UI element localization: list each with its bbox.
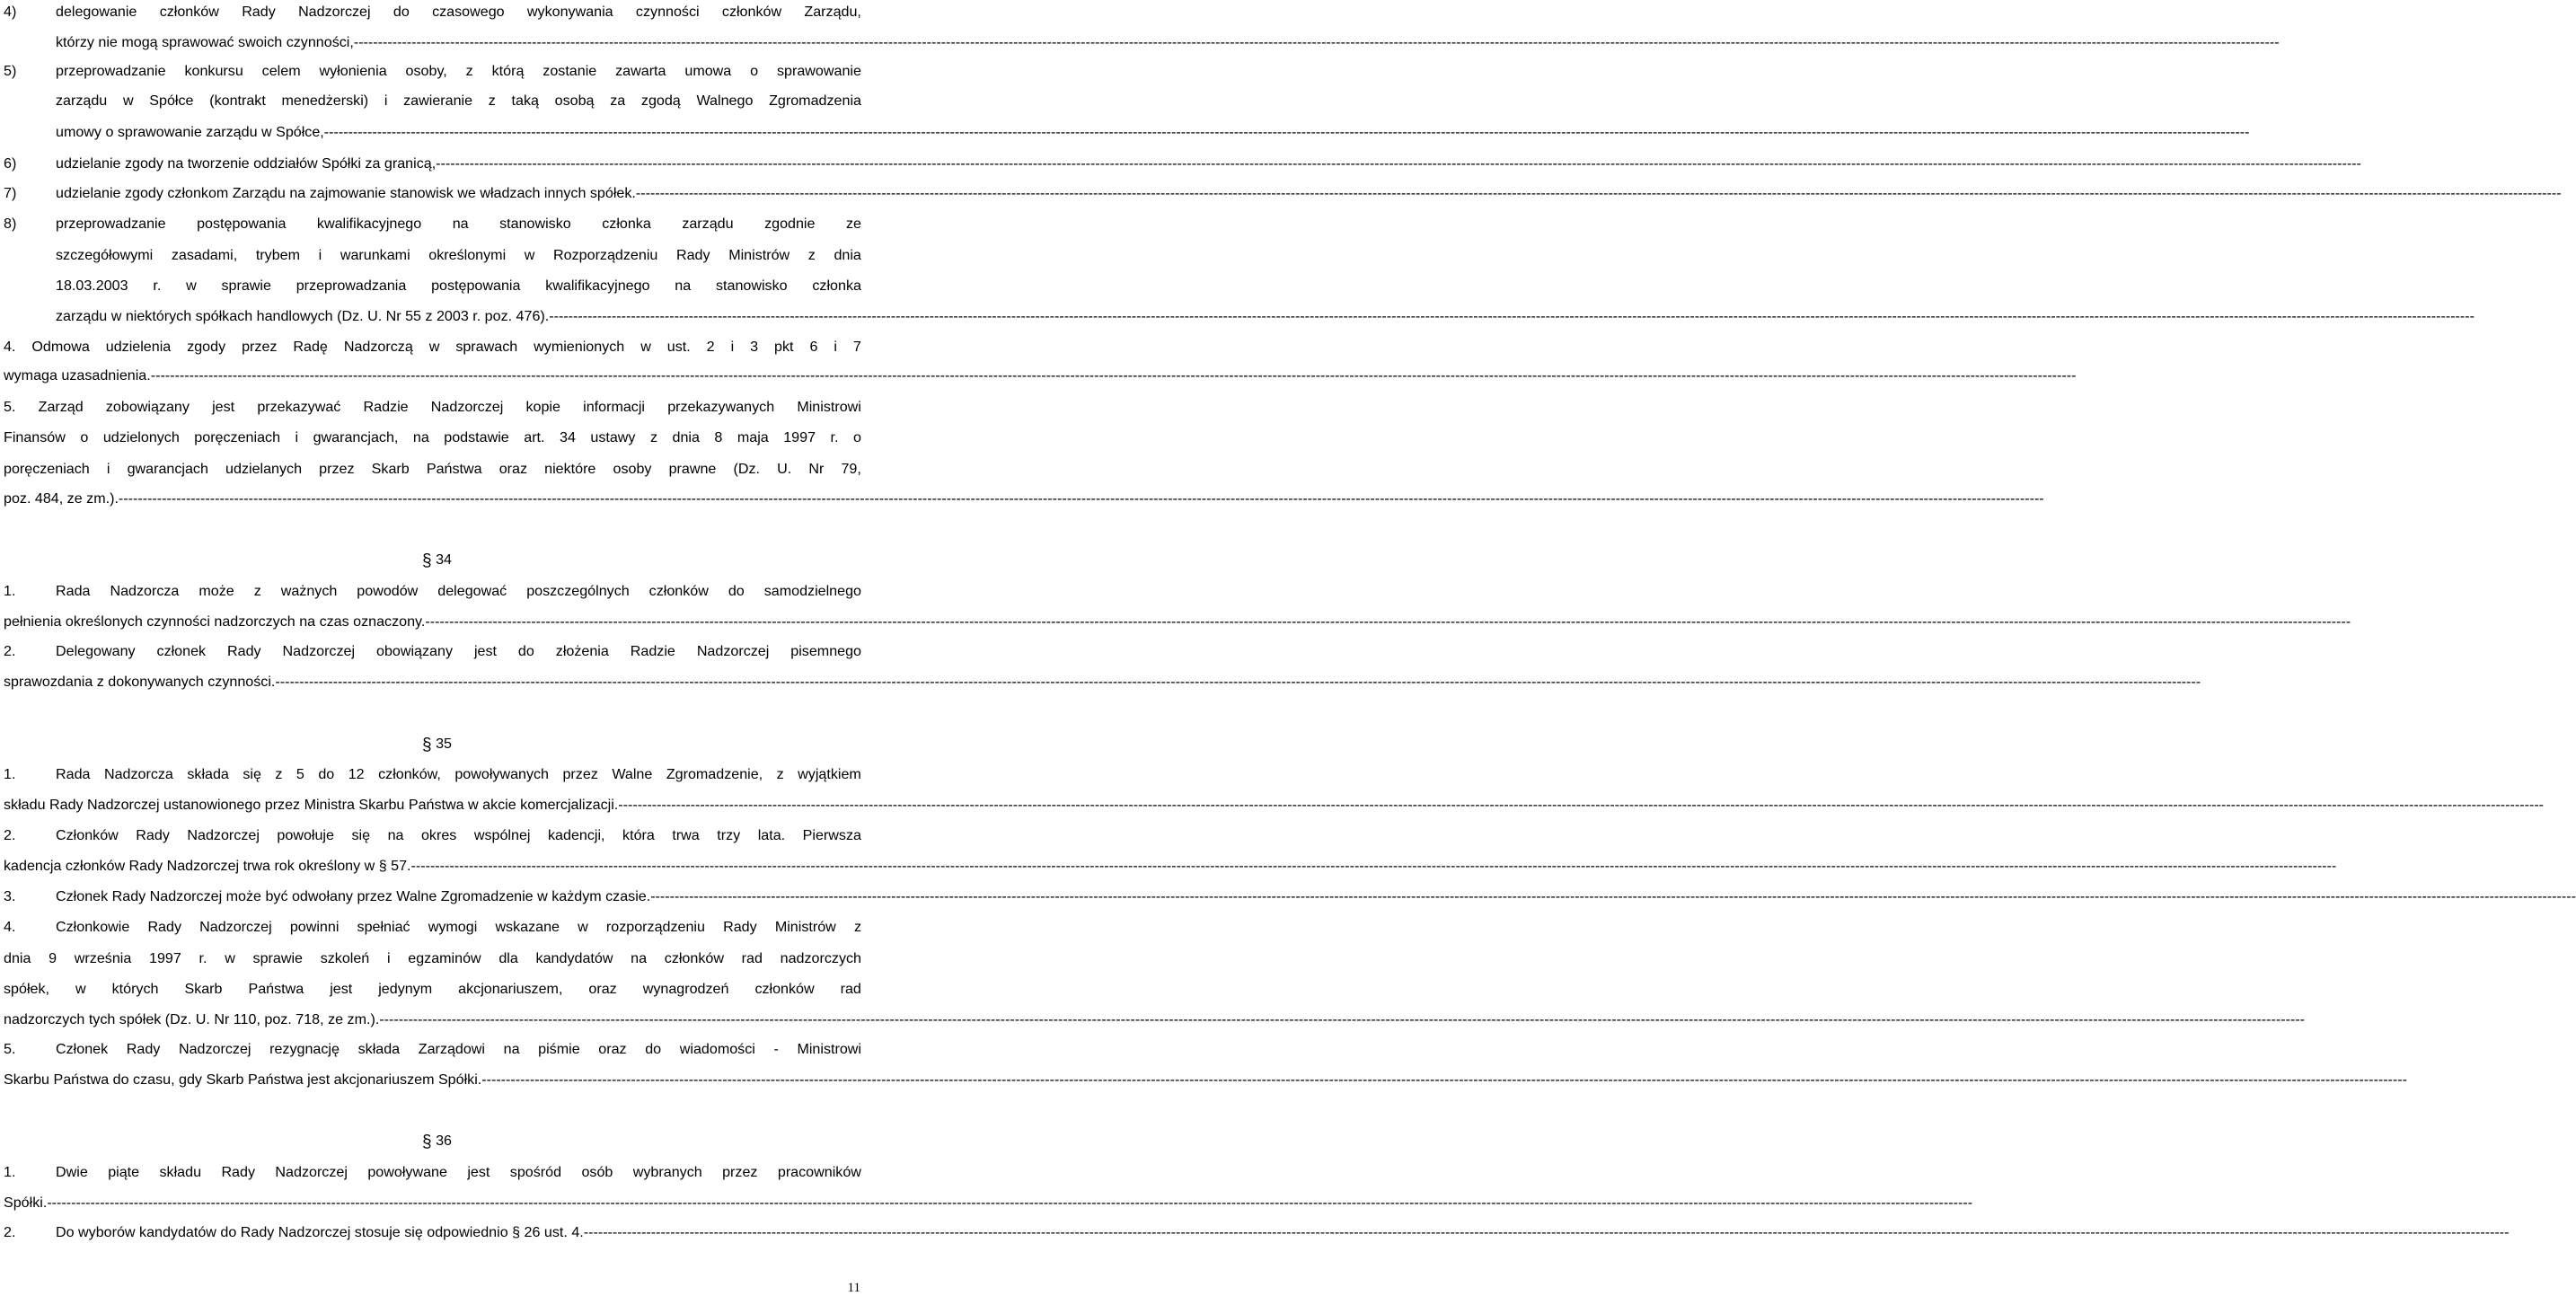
line-text: Członek Rady Nadzorczej może być odwołany przez Walne Zgromadzenie w każdym czasie.	[56, 888, 651, 904]
line-text: którzy nie mogą sprawować swoich czynności,	[56, 34, 354, 50]
text-line	[4, 579, 861, 603]
section-symbol: §	[422, 1133, 432, 1151]
text-line	[56, 274, 861, 297]
text-line	[4, 1008, 2306, 1031]
text-line	[4, 1068, 2407, 1091]
dash-filler: ----------------------------------------------------------------------------------------------------------------------------------------------------------------------------------------------------------------------------------------------------------------------------------------------------------------------------------------------------------------------------------------------------------------	[379, 1011, 2306, 1027]
line-text: pełnienia określonych czynności nadzorczych na czas oznaczony.	[4, 613, 426, 630]
text-line	[56, 89, 861, 112]
dash-filler: ----------------------------------------------------------------------------------------------------------------------------------------------------------------------------------------------------------------------------------------------------------------------------------------------------------------------------------------------------------------------------------------------------------------	[436, 155, 2361, 172]
item-number: 4)	[4, 4, 17, 20]
dash-filler: ----------------------------------------------------------------------------------------------------------------------------------------------------------------------------------------------------------------------------------------------------------------------------------------------------------------------------------------------------------------------------------------------------------------	[425, 613, 2351, 630]
text-line	[4, 915, 861, 939]
item-number: 4.	[4, 919, 16, 935]
text-line	[4, 1160, 861, 1184]
text-line	[56, 243, 861, 267]
text-line	[4, 1037, 861, 1061]
text-line	[56, 304, 2475, 328]
dash-filler: ----------------------------------------------------------------------------------------------------------------------------------------------------------------------------------------------------------------------------------------------------------------------------------------------------------------------------------------------------------------------------------------------------------------	[410, 858, 2337, 874]
line-text: zarządu w Spółce (kontrakt menedżerski) i zawieranie z taką osobą za zgodą Walnego Zgromadzenia	[56, 93, 861, 109]
line-text: Delegowany członek Rady Nadzorczej obowiązany jest do złożenia Radzie Nadzorczej pisemnego	[56, 643, 861, 659]
line-text: składu Rady Nadzorczej ustanowionego przez Ministra Skarbu Państwa w akcie komercjalizacji.	[4, 797, 619, 813]
line-text: spółek, w których Skarb Państwa jest jedynym akcjonariuszem, oraz wynagrodzeń członków rad	[4, 981, 861, 997]
text-line	[4, 763, 861, 786]
line-text: kadencja członków Rady Nadzorczej trwa rok określony w § 57.	[4, 858, 411, 874]
text-line	[4, 487, 2044, 510]
text-line	[4, 59, 861, 83]
line-text: Rada Nadzorcza może z ważnych powodów delegować poszczególnych członków do samodzielnego	[56, 583, 861, 599]
dash-filler: ----------------------------------------------------------------------------------------------------------------------------------------------------------------------------------------------------------------------------------------------------------------------------------------------------------------------------------------------------------------------------------------------------------------	[650, 888, 2576, 904]
dash-filler: ----------------------------------------------------------------------------------------------------------------------------------------------------------------------------------------------------------------------------------------------------------------------------------------------------------------------------------------------------------------------------------------------------------------	[275, 674, 2201, 690]
line-text: 4. Odmowa udzielenia zgody przez Radę Nadzorczą w sprawach wymienionych w ust. 2 i 3 pkt 6 i 7	[4, 339, 861, 355]
line-text: Skarbu Państwa do czasu, gdy Skarb Państwa jest akcjonariuszem Spółki.	[4, 1071, 482, 1088]
line-text: Spółki.	[4, 1195, 48, 1211]
item-number: 1.	[4, 1164, 16, 1180]
line-text: sprawozdania z dokonywanych czynności.	[4, 674, 276, 690]
item-number: 1.	[4, 583, 16, 599]
line-text: Członkowie Rady Nadzorczej powinni spełniać wymogi wskazane w rozporządzeniu Rady Ministrów z	[56, 919, 861, 935]
line-text: 5. Zarząd zobowiązany jest przekazywać Radzie Nadzorczej kopie informacji przekazywanych Ministrowi	[4, 399, 861, 415]
dash-filler: ----------------------------------------------------------------------------------------------------------------------------------------------------------------------------------------------------------------------------------------------------------------------------------------------------------------------------------------------------------------------------------------------------------------	[47, 1195, 1973, 1211]
section-number: 35	[436, 736, 452, 752]
dash-filler: ----------------------------------------------------------------------------------------------------------------------------------------------------------------------------------------------------------------------------------------------------------------------------------------------------------------------------------------------------------------------------------------------------------------	[635, 185, 2562, 201]
text-line	[4, 947, 861, 970]
line-text: umowy o sprawowanie zarządu w Spółce,	[56, 124, 324, 140]
dash-filler: ----------------------------------------------------------------------------------------------------------------------------------------------------------------------------------------------------------------------------------------------------------------------------------------------------------------------------------------------------------------------------------------------------------------	[583, 1224, 2510, 1240]
text-line	[4, 977, 861, 1001]
line-text: Do wyborów kandydatów do Rady Nadzorczej stosuje się odpowiednio § 26 ust. 4.	[56, 1224, 584, 1240]
text-line	[4, 670, 2201, 693]
item-number: 3.	[4, 888, 16, 904]
line-text: zarządu w niektórych spółkach handlowych (Dz. U. Nr 55 z 2003 r. poz. 476).	[56, 308, 550, 324]
line-text: wymaga uzasadnienia.	[4, 367, 151, 384]
item-number: 2.	[4, 643, 16, 659]
dash-filler: ----------------------------------------------------------------------------------------------------------------------------------------------------------------------------------------------------------------------------------------------------------------------------------------------------------------------------------------------------------------------------------------------------------------	[150, 367, 2077, 384]
section-number: 36	[436, 1133, 452, 1149]
text-line	[4, 395, 861, 419]
dash-filler: ----------------------------------------------------------------------------------------------------------------------------------------------------------------------------------------------------------------------------------------------------------------------------------------------------------------------------------------------------------------------------------------------------------------	[618, 797, 2545, 813]
section-heading	[4, 1129, 861, 1154]
line-text: Członków Rady Nadzorczej powołuje się na okres wspólnej kadencji, która trwa trzy lata. Pierwsza	[56, 827, 861, 843]
dash-filler: ----------------------------------------------------------------------------------------------------------------------------------------------------------------------------------------------------------------------------------------------------------------------------------------------------------------------------------------------------------------------------------------------------------------	[323, 124, 2250, 140]
text-line	[4, 152, 2361, 175]
line-text: poz. 484, ze zm.).	[4, 490, 119, 507]
text-line	[4, 610, 2351, 633]
line-text: przeprowadzanie postępowania kwalifikacyjnego na stanowisko członka zarządu zgodnie ze	[56, 216, 861, 232]
line-text: dnia 9 września 1997 r. w sprawie szkoleń i egzaminów dla kandydatów na członków rad nadzorczych	[4, 950, 861, 966]
text-line	[4, 335, 861, 358]
page-number: 11	[847, 1281, 860, 1295]
section-number: 34	[436, 551, 452, 568]
item-number: 1.	[4, 766, 16, 782]
item-number: 8)	[4, 216, 17, 232]
text-line	[56, 120, 2250, 144]
item-number: 2.	[4, 827, 16, 843]
text-line	[4, 639, 861, 663]
line-text: przeprowadzanie konkursu celem wyłonienia osoby, z którą zostanie zawarta umowa o sprawowanie	[56, 63, 861, 79]
dash-filler: ----------------------------------------------------------------------------------------------------------------------------------------------------------------------------------------------------------------------------------------------------------------------------------------------------------------------------------------------------------------------------------------------------------------	[118, 490, 2044, 507]
dash-filler: ----------------------------------------------------------------------------------------------------------------------------------------------------------------------------------------------------------------------------------------------------------------------------------------------------------------------------------------------------------------------------------------------------------------	[353, 34, 2280, 50]
text-line	[4, 1221, 2510, 1244]
line-text: udzielanie zgody członkom Zarządu na zajmowanie stanowisk we władzach innych spółek.	[56, 185, 636, 201]
dash-filler: ----------------------------------------------------------------------------------------------------------------------------------------------------------------------------------------------------------------------------------------------------------------------------------------------------------------------------------------------------------------------------------------------------------------	[549, 308, 2475, 324]
item-number: 6)	[4, 155, 17, 172]
section-heading	[4, 548, 861, 573]
line-text: udzielanie zgody na tworzenie oddziałów Spółki za granicą,	[56, 155, 437, 172]
text-line	[4, 0, 861, 23]
section-symbol: §	[422, 736, 432, 754]
item-number: 5)	[4, 63, 17, 79]
text-line	[56, 31, 2280, 54]
section-heading	[4, 732, 861, 757]
line-text: delegowanie członków Rady Nadzorczej do czasowego wykonywania czynności członków Zarządu,	[56, 4, 861, 20]
text-line	[4, 854, 2337, 877]
line-text: Finansów o udzielonych poręczeniach i gwarancjach, na podstawie art. 34 ustawy z dnia 8 maja 1997 r. o	[4, 429, 861, 445]
line-text: Dwie piąte składu Rady Nadzorczej powoływane jest spośród osób wybranych przez pracowników	[56, 1164, 861, 1180]
text-line	[4, 457, 861, 481]
text-line	[4, 885, 2576, 908]
text-line	[4, 364, 2077, 387]
line-text: szczegółowymi zasadami, trybem i warunkami określonymi w Rozporządzeniu Rady Ministrów z dnia	[56, 247, 861, 263]
line-text: poręczeniach i gwarancjach udzielanych przez Skarb Państwa oraz niektóre osoby prawne (Dz. U. Nr 79,	[4, 461, 861, 477]
text-line	[4, 824, 861, 847]
line-text: nadzorczych tych spółek (Dz. U. Nr 110, poz. 718, ze zm.).	[4, 1011, 380, 1027]
item-number: 5.	[4, 1041, 16, 1057]
item-number: 7)	[4, 185, 17, 201]
text-line	[4, 793, 2545, 816]
item-number: 2.	[4, 1224, 16, 1240]
text-line	[4, 1191, 1973, 1214]
line-text: Członek Rady Nadzorczej rezygnację składa Zarządowi na piśmie oraz do wiadomości - Ministrowi	[56, 1041, 861, 1057]
text-line	[4, 212, 861, 235]
dash-filler: ----------------------------------------------------------------------------------------------------------------------------------------------------------------------------------------------------------------------------------------------------------------------------------------------------------------------------------------------------------------------------------------------------------------	[481, 1071, 2407, 1088]
line-text: 18.03.2003 r. w sprawie przeprowadzania postępowania kwalifikacyjnego na stanowisko członka	[56, 278, 861, 294]
section-symbol: §	[422, 551, 432, 570]
line-text: Rada Nadzorcza składa się z 5 do 12 członków, powoływanych przez Walne Zgromadzenie, z wyjątkiem	[56, 766, 861, 782]
text-line	[4, 426, 861, 449]
text-line	[4, 181, 2562, 205]
